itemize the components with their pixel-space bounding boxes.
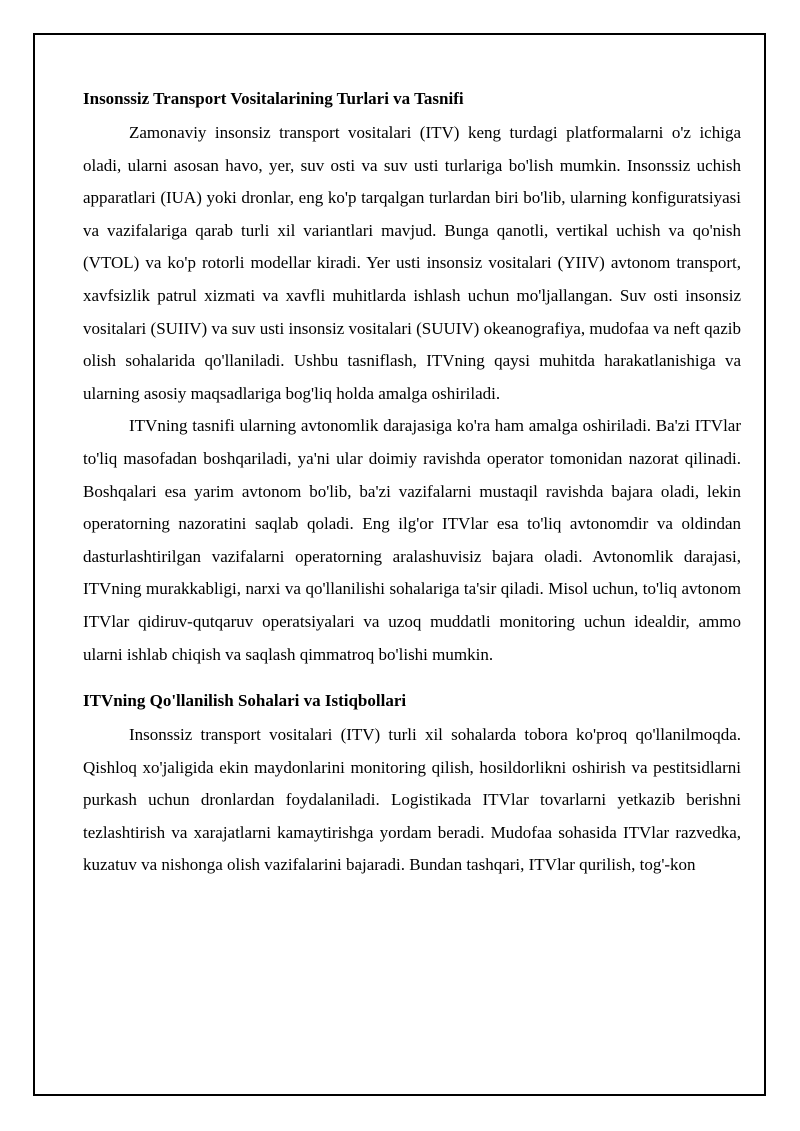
paragraph-applications: Insonssiz transport vositalari (ITV) turli xil sohalarda tobora ko'proq qo'llanilmoqda. Qishloq xo'jaligida ekin maydonlarini monitoring qilish, hosildorlikni oshirish va pestitsidlarni purkash uchun dronlardan foydalaniladi. Logistikada ITVlar tovarlarni yetkazib berishni tezlashtirish va xarajatlarni kamaytirishga yordam beradi. Mudofaa sohasida ITVlar razvedka, kuzatuv va nishonga olish vazifalarini bajaradi. Bundan tashqari, ITVlar qurilish, tog'-kon — [83, 725, 741, 875]
section-heading-applications: ITVning Qo'llanilish Sohalari va Istiqbollari — [83, 691, 407, 711]
section-heading-types: Insonssiz Transport Vositalarining Turlari va Tasnifi — [83, 89, 464, 108]
document-body — [83, 81, 741, 1071]
paragraph-autonomy-levels: ITVning tasnifi ularning avtonomlik darajasiga ko'ra ham amalga oshiriladi. Ba'zi ITVlar to'liq masofadan boshqariladi, ya'ni ular doimiy ravishda operator tomonidan nazorat qilinadi. Boshqalari esa yarim avtonom bo'lib, ba'zi vazifalarni mustaqil ravishda bajara oladi, lekin operatorning nazoratini saqlab qoladi. Eng ilg'or ITVlar esa to'liq avtonomdir va oldindan dasturlashtirilgan vazifalarni operatorning aralashuvisiz bajara oladi. Avtonomlik darajasi, ITVning murakkabligi, narxi va qo'llanilishi sohalariga ta'sir qiladi. Misol uchun, to'liq avtonom ITVlar qidiruv-qutqaruv operatsiyalari va uzoq muddatli monitoring uchun idealdir, ammo ularni ishlab chiqish va saqlash qimmatroq bo'lishi mumkin. — [83, 416, 741, 664]
paragraph-types-overview: Zamonaviy insonsiz transport vositalari (ITV) keng turdagi platformalarni o'z ichiga oladi, ularni asosan havo, yer, suv osti va suv usti turlariga bo'lish mumkin. Insonssiz uchish apparatlari (IUA) yoki dronlar, eng ko'p tarqalgan turlardan biri bo'lib, ularning konfiguratsiyasi va vazifalariga qarab turli xil variantlari mavjud. Bunga qanotli, vertikal uchish va qo'nish (VTOL) va ko'p rotorli modellar kiradi. Yer usti insonsiz vositalari (YIIV) avtonom transport, xavfsizlik patrul xizmati va xavfli muhitlarda ishlash uchun mo'ljallangan. Suv osti insonsiz vositalari (SUIIV) va suv usti insonsiz vositalari (SUUIV) okeanografiya, mudofaa va neft qazib olish sohalarida qo'llaniladi. Ushbu tasniflash, ITVning qaysi muhitda harakatlanishiga va ularning asosiy maqsadlariga bog'liq holda amalga oshiriladi. — [83, 123, 741, 403]
